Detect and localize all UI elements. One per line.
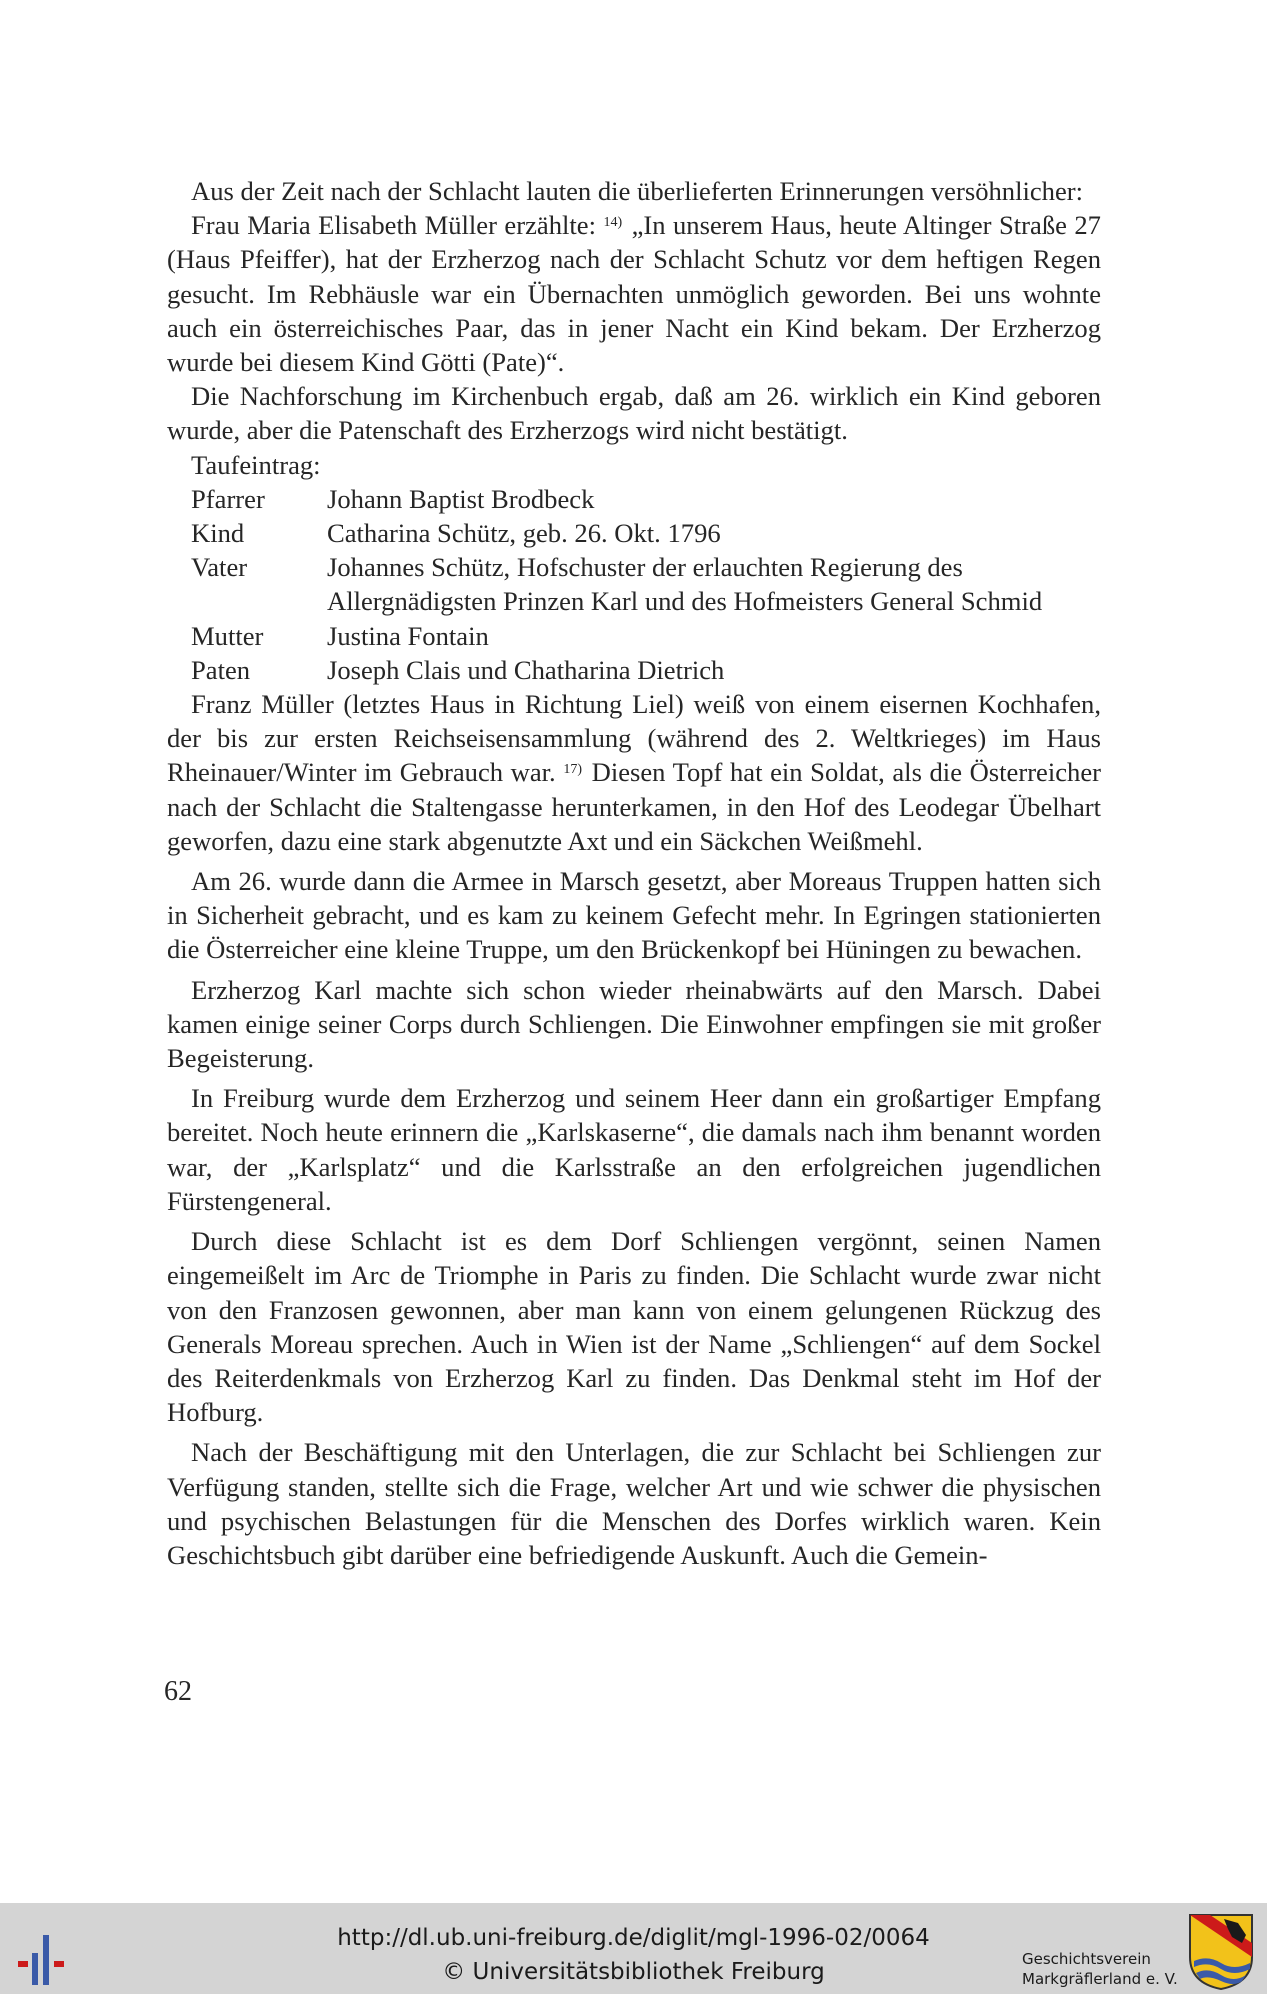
page-body [167, 174, 1101, 1572]
entry-value: Catharina Schütz, geb. 26. Okt. 1796 [327, 518, 721, 549]
entry-label: Vater [191, 552, 248, 583]
paragraph-text: Franz Müller (letztes Haus in Richtung Liel) weiß von einem eisernen Kochhafen, der bis zur ersten Reichseisensammlung (während des 2. Weltkrieges) im Haus Rheinauer/Winter im Gebrauch war. [167, 689, 1101, 788]
paragraph: Erzherzog Karl machte sich schon wieder rheinabwärts auf den Marsch. Dabei kamen einige seiner Corps durch Schliengen. Die Einwohner empfingen sie mit großer Begeisterung. [167, 974, 1101, 1074]
baptism-entry [191, 619, 1101, 653]
society-name-line: Markgräflerland e. V. [1022, 1970, 1178, 1988]
paragraph-text: Frau Maria Elisabeth Müller erzählte: [191, 210, 596, 241]
entry-value: Johannes Schütz, Hofschuster der erlauchten Regierung des Allergnädigsten Prinzen Karl und des Hofmeisters General Schmid [327, 552, 1043, 617]
paragraph: In Freiburg wurde dem Erzherzog und seinem Heer dann ein großartiger Empfang bereitet. Noch heute erinnern die „Karlskaserne“, die damals nach ihm benannt worden war, der „Karlsplatz“ und die Karlsstraße an den erfolgreichen jugendlichen Fürstengeneral. [167, 1083, 1101, 1216]
entry-value: Joseph Clais und Chatharina Dietrich [327, 654, 725, 685]
footnote-ref: 14) [603, 215, 623, 231]
paragraph-text: „In unserem Haus, heute Altinger Straße 27 (Haus Pfeiffer), hat der Erzherzog nach der Schlacht Schutz vor dem heftigen Regen gesucht. Im Rebhäusle war ein Übernachten unmöglich geworden. Bei uns wohnte auch ein österreichisches Paar, das in jener Nacht ein Kind bekam. Der Erzherzog wurde bei diesem Kind Götti (Pate)“. [167, 210, 1101, 378]
footer-bar [0, 1903, 1267, 1994]
entry-label: Mutter [191, 620, 264, 651]
society-name [1022, 1949, 1178, 1989]
entry-label: Paten [191, 654, 251, 685]
entry-value: Johann Baptist Brodbeck [327, 483, 595, 514]
baptism-entry [191, 550, 1101, 618]
copyright-text: © Universitätsbibliothek Freiburg [442, 1959, 825, 1985]
paragraph: Am 26. wurde dann die Armee in Marsch gesetzt, aber Moreaus Truppen hatten sich in Sicherheit gebracht, und es kam zu keinem Gefecht mehr. In Egringen stationierten die Österreicher eine kleine Truppe, um den Brückenkopf bei Hüningen zu bewachen. [167, 866, 1101, 965]
paragraph: Die Nachforschung im Kirchenbuch ergab, daß am 26. wirklich ein Kind geboren wurde, aber die Patenschaft des Erzherzogs wird nicht bestätigt. [167, 381, 1101, 446]
baptism-record [191, 482, 1101, 687]
paragraph [167, 208, 1101, 379]
entry-value: Justina Fontain [327, 620, 489, 651]
baptism-entry [191, 482, 1101, 516]
paragraph-text: Diesen Topf hat ein Soldat, als die Österreicher nach der Schlacht die Staltengasse herunterkamen, in den Hof des Leodegar Übelhart geworfen, dazu eine stark abgenutzte Axt und ein Säckchen Weißmehl. [167, 757, 1102, 856]
paragraph [167, 687, 1101, 858]
paragraph: Taufeintrag: [191, 449, 321, 480]
page-number: 62 [164, 1676, 192, 1707]
footnote-ref: 17) [563, 762, 582, 778]
paragraph: Aus der Zeit nach der Schlacht lauten die überlieferten Erinnerungen versöhnlicher: [191, 176, 1084, 206]
entry-label: Pfarrer [191, 483, 265, 514]
society-name-line: Geschichtsverein [1022, 1950, 1151, 1968]
coat-of-arms-icon [1188, 1913, 1254, 1991]
baptism-entry [191, 516, 1101, 550]
source-url-link[interactable]: http://dl.ub.uni-freiburg.de/diglit/mgl-1996-02/0064 [337, 1925, 930, 1951]
paragraph: Nach der Beschäftigung mit den Unterlagen, die zur Schlacht bei Schliengen zur Verfügung standen, stellte sich die Frage, welcher Art und wie schwer die physischen und psychischen Belastungen für die Menschen des Dorfes wirklich waren. Kein Geschichtsbuch gibt darüber eine befriedigende Auskunft. Auch die Gemein- [167, 1437, 1101, 1570]
paragraph: Durch diese Schlacht ist es dem Dorf Schliengen vergönnt, seinen Namen eingemeißelt im Arc de Triomphe in Paris zu finden. Die Schlacht wurde zwar nicht von den Franzosen gewonnen, aber man kann von einem gelungenen Rückzug des Generals Moreau sprechen. Auch in Wien ist der Name „Schliengen“ auf dem Sockel des Reiterdenkmals von Erzherzog Karl zu finden. Das Denkmal steht im Hof der Hofburg. [167, 1226, 1101, 1428]
entry-label: Kind [191, 518, 245, 549]
baptism-entry [191, 653, 1101, 687]
